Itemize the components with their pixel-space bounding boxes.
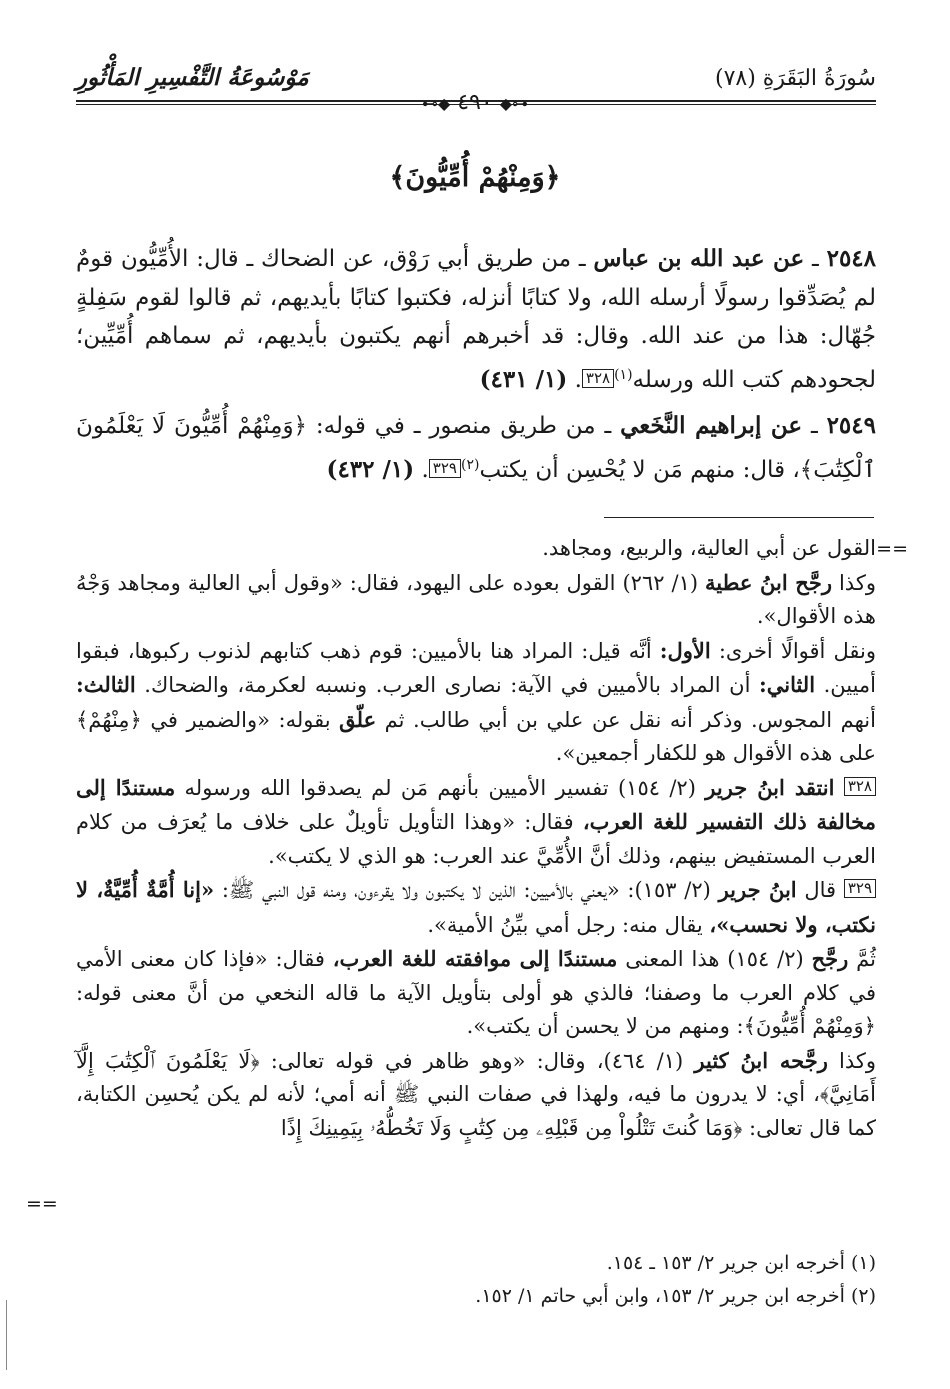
opinion-label: الثاني: <box>758 672 816 697</box>
hadith-quote: «إنا أُمَّةٌ أُمِّيَّةٌ، لا نكتب، ولا نحسب»، <box>76 877 876 937</box>
text-span: (١/ ٢٦٢) القول بعوده على اليهود، فقال: «وقول أبي العالية ومجاهد وَجْهُ هذه الأقوال». <box>76 570 876 628</box>
note-box: ٣٢٨ <box>844 777 876 796</box>
commentary-paragraph <box>76 873 876 942</box>
narrator: عن عبد الله بن عباس <box>593 245 805 272</box>
commentary-paragraph <box>76 634 876 771</box>
text-span: (٢/ ١٥٤) تفسير الأميين بأنهم مَن لم يصدقوا الله ورسوله <box>184 775 696 800</box>
emphasis: مستندًا إلى موافقته للغة العرب، <box>332 946 618 971</box>
commentary-paragraph <box>76 566 876 634</box>
emphasis: مستندًا إلى مخالفة ذلك التفسير للغة العرب، <box>76 774 876 834</box>
narration-entry: ٢٥٤٨ ـ عن عبد الله بن عباس ـ من طريق أبي رَوْق، عن الضحاك ـ قال: الأُمِّيُّون قومٌ لم يُصَدِّقوا رسولًا أرسله الله، ولا كتابًا أنزله، فكتبوا كتابًا بأيديهم، ثم قالوا لقوم سَفِلةٍ جُهّال: هذا من عند الله. وقال: قد أخبرهم أنهم يكتبون بأيديهم، ثم سماهم أُمِّيِّين؛ لجحودهم كتب الله ورسله$^{(١)}$٣٢٨. (١/ ٤٣١) <box>76 245 877 393</box>
note-box: ٣٢٩ <box>429 459 461 478</box>
footnote-mark: (١) <box>614 366 633 383</box>
text-span: وكذا <box>839 1048 876 1073</box>
book-title: مَوْسُوعَةُ التَّفْسِيرِ المَأْثُورِ <box>76 64 309 91</box>
text-span: فقال: «فإذا كان معنى الأمي في كلام العرب ما وصفنا؛ فالذي هو أولى بتأويل الآية ما قاله النخعي من أنَّ معنى قوله: ﴿وَمِنْهُمْ أُمِّيُّونَ﴾: ومنهم من لا يحسن أن يكتب». <box>76 947 876 1038</box>
scholar-name: رجَّحه ابنُ كثير <box>694 1047 828 1073</box>
note-box: ٣٢٨ <box>582 369 614 388</box>
footnote: (١) أخرجه ابن جرير ٢/ ١٥٣ ـ ١٥٤. <box>606 1252 876 1274</box>
scan-edge-line <box>6 1300 7 1370</box>
source-ref: (١/ ٤٣٢) <box>326 455 415 483</box>
narrator: عن إبراهيم النَّخَعي <box>620 412 803 439</box>
page-number-value: ٤٩٠ <box>457 90 493 115</box>
text-span: بقوله: «والضمير في ﴿مِنْهُمْ﴾ على هذه الأقوال هو للكفار أجمعين». <box>76 707 876 765</box>
surah-title: سُورَةُ البَقَرَةِ (٧٨) <box>714 66 876 91</box>
text-span: أنَّه قيل: المراد هنا بالأميين: قوم ذهب كتابهم لذنوب ركبوها، فبقوا أميين. <box>76 638 877 697</box>
footnote-mark: (٢) <box>460 456 480 473</box>
text-span: وكذا <box>838 570 876 595</box>
text-span: يقال منه: رجل أمي بيِّنُ الأمية». <box>427 912 703 937</box>
text-span: ونقل أقوالًا أخرى: <box>718 638 876 663</box>
commentary-paragraph: القول عن أبي العالية، والربيع، ومجاهد. <box>542 536 876 560</box>
narration-number: ٢٥٤٨ <box>826 245 877 272</box>
narration-number: ٢٥٤٩ <box>826 412 876 439</box>
note-box: ٣٢٩ <box>844 879 876 898</box>
scholar-name: رجَّح ابنُ عطية <box>705 569 832 595</box>
text-span: قال <box>804 878 837 902</box>
narration-text: ـ من طريق منصور ـ في قوله: ﴿وَمِنْهُمْ أُمِّيُّونَ لَا يَعْلَمُونَ ٱلْكِتَٰبَ﴾، قال: منهم مَن لا يُحْسِن أن يكتب <box>76 413 876 483</box>
text-span: فقال: «وهذا التأويل تأويلٌ على خلاف ما يُعرَف من كلام العرب المستفيض بينهم، وذلك أنَّ الأُمِّيَّ عند العرب: هو الذي لا يكتب». <box>76 810 876 868</box>
ornament-left-icon: ◆⊶ <box>421 94 451 113</box>
ayah-heading: ﴿وَمِنْهُمْ أُمِّيُّونَ﴾ <box>389 162 561 193</box>
text-span: أن المراد بالأميين في الآية: نصارى العرب. ونسبه لعكرمة، والضحاك. <box>144 673 751 697</box>
page-number <box>0 90 950 115</box>
scholar-name: ابنُ جرير <box>718 877 797 902</box>
commentary-notes <box>76 532 876 1145</box>
continuation-mark: == <box>876 538 908 560</box>
notes-separator <box>604 517 874 518</box>
text-span: (٢/ ١٥٣): «يعني بالأميين: الذين لا يكتبون ولا يقرءون، ومنه قول النبي ﷺ: <box>221 878 711 902</box>
footnotes <box>76 1247 876 1313</box>
narration-entry: ٢٥٤٩ ـ عن إبراهيم النَّخَعي ـ من طريق منصور ـ في قوله: ﴿وَمِنْهُمْ أُمِّيُّونَ لَا يَعْلَمُونَ ٱلْكِتَٰبَ﴾، قال: منهم مَن لا يُحْسِن أن يكتب$^{(٢)}$٣٢٩. (١/ ٤٣٢) <box>76 412 876 483</box>
text-span: أنهم المجوس. وذكر أنه نقل عن علي بن أبي طالب. ثم <box>384 707 876 732</box>
narrations <box>76 240 876 497</box>
footnote: (٢) أخرجه ابن جرير ٢/ ١٥٣، وابن أبي حاتم ١/ ١٥٢. <box>475 1285 876 1307</box>
opinion-label: الثالث: <box>76 672 136 697</box>
text-span: (١/ ٤٦٤)، وقال: «وهو ظاهر في قوله تعالى: ﴿لَا يَعْلَمُونَ ٱلْكِتَٰبَ إِلَّآ أَمَانِيَّ﴾، أي: لا يدرون ما فيه، ولهذا في صفات النبي ﷺ أنه أمي؛ لأنه لم يكن يُحسِن الكتابة، كما قال تعالى: ﴿وَمَا كُنتَ تَتْلُواْ مِن قَبْلِهِۦ مِن كِتَٰبٍ وَلَا تَخُطُّهُۥ بِيَمِينِكَ إِذًا <box>76 1048 876 1140</box>
commentary-paragraph <box>76 1044 876 1146</box>
continuation-mark-end: == <box>26 1193 58 1215</box>
ornament-right-icon: ⊷◆ <box>499 94 529 113</box>
text-span: (٢/ ١٥٤) هذا المعنى <box>625 947 804 971</box>
commentary-paragraph <box>76 771 876 874</box>
narration-text: ـ من طريق أبي رَوْق، عن الضحاك ـ قال: الأُمِّيُّون قومٌ لم يُصَدِّقوا رسولًا أرسله الله، ولا كتابًا أنزله، فكتبوا كتابًا بأيديهم، ثم قالوا لقوم سَفِلةٍ جُهّال: هذا من عند الله. وقال: قد أخبرهم أنهم يكتبون بأيديهم، ثم سماهم أُمِّيِّين؛ لجحودهم كتب الله ورسله <box>76 246 876 393</box>
opinion-label: الأول: <box>659 637 711 663</box>
scholar-name: انتقد ابنُ جرير <box>705 774 835 800</box>
emphasis: رجَّح <box>811 946 849 971</box>
emphasis: علّق <box>339 706 377 732</box>
source-ref: (١/ ٤٣١) <box>479 365 568 393</box>
commentary-paragraph <box>76 942 876 1044</box>
text-span: ثُمَّ <box>856 947 876 971</box>
